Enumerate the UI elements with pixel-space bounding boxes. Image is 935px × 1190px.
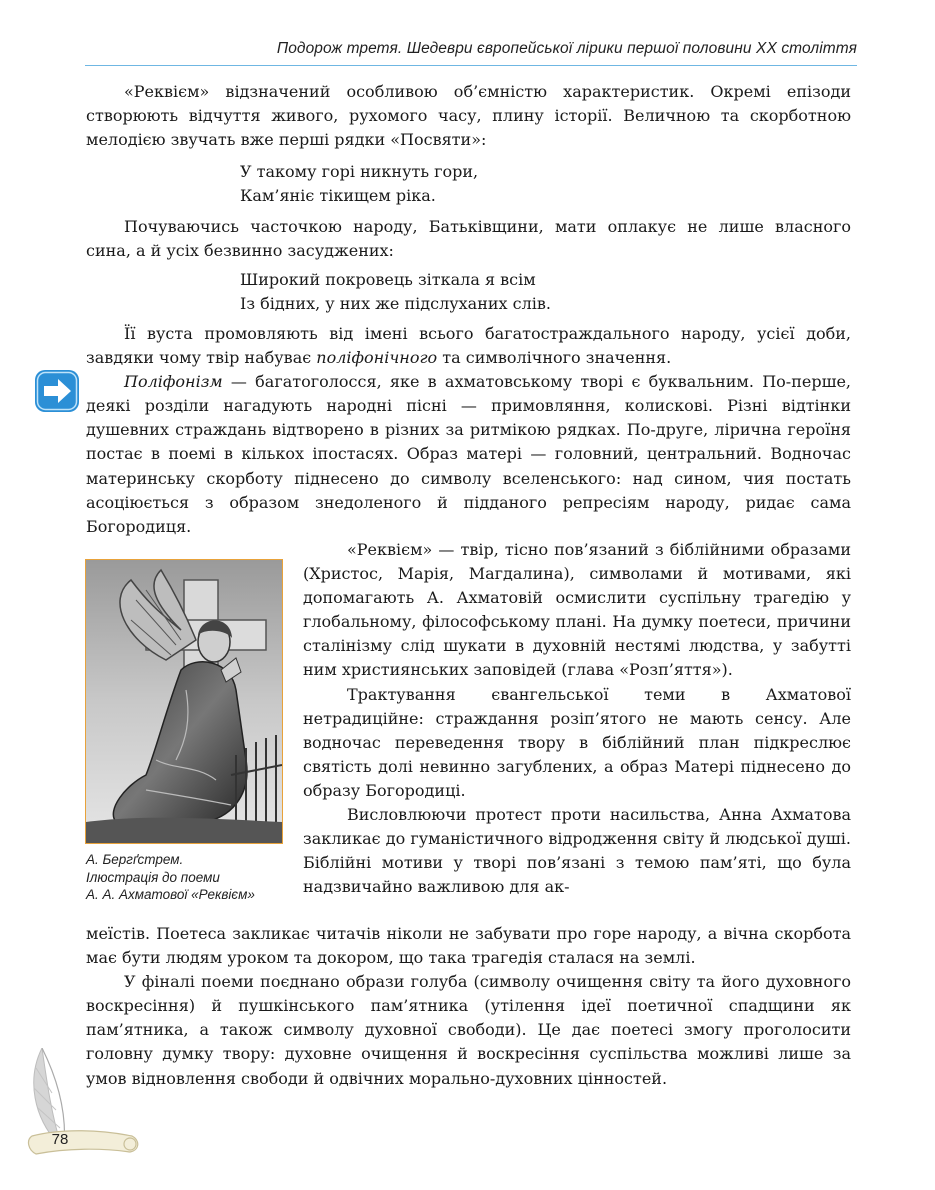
- quill-icon: [22, 1048, 152, 1178]
- paragraph-3: [86, 322, 851, 370]
- paragraph-7: Висловлюючи протест проти насильства, Анна Ахматова закликає до гуманістичного відродження світу й людської душі. Біблійні мотиви у творі пов’язані з темою пам’яті, що була надзвичайно важливою для ак-: [303, 805, 851, 897]
- caption-line: Ілюстрація до поеми: [86, 869, 220, 885]
- running-header: Подорож третя. Шедеври європейської лірики першої половини XX століття: [276, 40, 857, 57]
- verse-line: Із бідних, у них же підслуханих слів.: [240, 294, 551, 314]
- angel-drawing: [86, 560, 282, 843]
- paragraph-2: Почуваючись часточкою народу, Батьківщини, мати оплакує не лише власного сина, а й усіх безвинно засуджених:: [86, 217, 851, 261]
- paragraph-1: «Реквієм» відзначений особливою об’ємністю характеристик. Окремі епізоди створюють відчуття живого, рухомого часу, плину історії. Величною та скорботною мелодією звучать вже перші рядки «Посвяти»:: [86, 82, 851, 150]
- verse-1: [240, 160, 740, 208]
- paragraph-3-text: Її вуста промовляють від імені всього багатостраждального народу, усієї доби, завдяки чому твір набуває: [86, 324, 851, 368]
- text-block-final: [86, 922, 851, 1091]
- arrow-right-icon: [34, 369, 80, 413]
- verse-line: Широкий покровець зіткала я всім: [240, 270, 536, 289]
- verse-2: [240, 268, 740, 316]
- paragraph-5: «Реквієм» — твір, тісно пов’язаний з біблійними образами (Христос, Марія, Магдалина), символами й мотивами, які допомагають А. Ахматовій осмислити суспільну трагедію у глобальному, філософському плані. На думку поетеси, причини сталінізму слід шукати в духовній нестямі людства, у забутті ним християнських заповідей (глава «Розп’яття»).: [303, 540, 851, 680]
- text-block-2: [86, 215, 851, 263]
- paragraph-4-text: — багатоголосся, яке в ахматовському творі є буквальним. По-перше, деякі розділи нагадують народні пісні — примовляння, колискові. Різні відтінки душевних страждань відтворено в різних за ритмікою рядках. По-друге, лірична героїня постає в поемі в кількох іпостасях. Образ матері — головний, центральний. Водночас материнську скорботу піднесено до символу вселенського: над сином, чия постать асоціюється з образом знедоленого й підданого репресіям народу, ридає сама Богородиця.: [86, 372, 851, 536]
- figure-caption: [86, 851, 296, 904]
- page-number: 78: [51, 1131, 69, 1148]
- text-block-3: [86, 322, 851, 539]
- text-block-wrap: [303, 538, 851, 899]
- emphasis-term: поліфонічного: [316, 348, 438, 368]
- caption-line: А. Бергґстрем.: [86, 852, 184, 867]
- caption-line: А. А. Ахматової «Реквієм»: [86, 887, 255, 902]
- definition-term: Поліфонізм: [124, 372, 223, 392]
- paragraph-7-cont: меїстів. Поетеса закликає читачів ніколи не забувати про горе народу, а вічна скорбота має бути людям уроком та докором, що така трагедія сталася на землі.: [86, 924, 851, 968]
- angel-illustration: [85, 559, 283, 844]
- text-block-intro: [86, 80, 851, 152]
- header-rule: [85, 65, 857, 66]
- verse-line: У такому горі никнуть гори,: [240, 162, 479, 181]
- paragraph-3-text-end: та символічного значення.: [437, 348, 672, 368]
- paragraph-4: [86, 370, 851, 539]
- paragraph-8: У фіналі поеми поєднано образи голуба (символу очищення світу та його духовного воскресіння) й пушкінського пам’ятника (утілення ідеї поетичної спадщини як пам’ятника, а також символу духовної свободи). Це дає поетесі змогу проголосити головну думку твору: духовне очищення й воскресіння суспільства можливі лише за умов відновлення свободи й одвічних морально-духовних цінностей.: [86, 972, 851, 1088]
- paragraph-6: Трактування євангельської теми в Ахматової нетрадиційне: страждання розіп’ятого не мають сенсу. Але водночас переведення твору в біблійний план підкреслює святість долі невинно загублених, а образ Матері піднесено до образу Богородиці.: [303, 684, 851, 800]
- verse-line: Кам’яніє тікищем ріка.: [240, 186, 436, 206]
